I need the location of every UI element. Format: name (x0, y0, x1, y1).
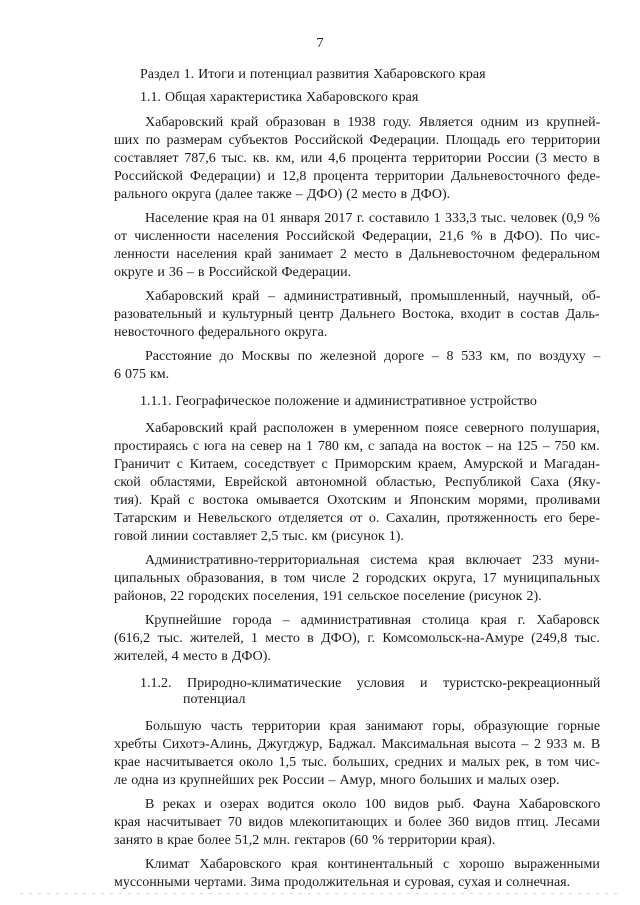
page-number: 7 (316, 36, 324, 51)
paragraph-line: края насчитывает 70 видов млекопитающих и более 360 видов птиц. Лесами (114, 815, 601, 830)
paragraph-line: тия). Край с востока омывается Охотским и Японским морями, проливами (114, 493, 601, 508)
paragraph-line: простираясь с юга на север на 1 780 км, с запада на восток – на 125 – 750 км. (114, 439, 600, 454)
paragraph-line: ленности населения край занимает 2 место в Дальневосточном федеральном (114, 247, 600, 262)
paragraph-line: районов, 22 городских поселения, 191 сельское поселение (рисунок 2). (114, 589, 542, 604)
paragraph-line: В реках и озерах водится около 100 видов рыб. Фауна Хабаровского (145, 797, 601, 812)
paragraph-line: ципальных образования, в том числе 2 городских округа, 17 муниципальных (114, 571, 601, 586)
paragraph-line: 6 075 км. (114, 367, 170, 382)
paragraph-line: (616,2 тыс. жителей, 1 место в ДФО), г. Комсомольск-на-Амуре (249,8 тыс. (114, 631, 600, 646)
paragraph-line: Климат Хабаровского края континентальный с хорошо выраженными (145, 857, 600, 872)
paragraph-line: округе и 36 – в Российской Федерации. (114, 265, 352, 280)
paragraph-line: Население края на 01 января 2017 г. составило 1 333,3 тыс. человек (0,9 % (145, 211, 600, 226)
paragraph-line: Расстояние до Москвы по железной дороге – 8 533 км, по воздуху – (145, 349, 601, 364)
paragraph-line: рального округа (далее также – ДФО) (2 место в ДФО). (114, 187, 451, 202)
paragraph-line: муссонными чертами. Зима продолжительная и суровая, сухая и солнечная. (114, 875, 571, 890)
subsection-heading: 1.1.1. Географическое положение и административное устройство (140, 394, 537, 409)
paragraph-line: жителей, 4 место в ДФО). (114, 649, 271, 664)
paragraph-line: Хабаровский край образован в 1938 году. Является одним из крупней- (145, 115, 601, 130)
paragraph-line: от численности населения Российской Федерации, 21,6 % в ДФО). По чис- (114, 229, 600, 244)
paragraph-line: крае насчитывается около 1,5 тыс. больших, средних и малых рек, в том чис- (114, 755, 600, 770)
subsection-heading: 1.1. Общая характеристика Хабаровского края (140, 90, 419, 105)
paragraph-line: Большую часть территории края занимают горы, образующие горные (145, 719, 601, 734)
paragraph-line: ших по размерам субъектов Российской Федерации. Площадь его территории (114, 133, 601, 148)
paragraph-line: Граничит с Китаем, соседствует с Приморским краем, Амурской и Магадан- (114, 457, 600, 472)
subsection-heading: 1.1.2. Природно-климатические условия и туристско-рекреационный (140, 676, 601, 691)
paragraph-line: хребты Сихотэ-Алинь, Джугджур, Баджал. Максимальная высота – 2 933 м. В (114, 737, 601, 752)
paragraph-line: Хабаровский край расположен в умеренном поясе северного полушария, (145, 421, 600, 436)
subsection-heading: потенциал (183, 692, 246, 707)
paragraph-line: ской областями, Еврейской автономной областью, Республикой Саха (Яку- (114, 475, 601, 490)
paragraph-line: Крупнейшие города – административная столица края г. Хабаровск (145, 613, 600, 628)
paragraph-line: говой линии составляет 2,5 тыс. км (рисунок 1). (114, 529, 404, 544)
paragraph-line: ле одна из крупнейших рек России – Амур, много больших и малых озер. (114, 773, 560, 788)
paragraph-line: составляет 787,6 тыс. кв. км, или 4,6 процента территории России (3 место в (114, 151, 600, 166)
paragraph-line: Хабаровский край – административный, промышленный, научный, об- (145, 289, 601, 304)
paragraph-line: невосточного федерального округа. (114, 325, 328, 340)
paragraph-line: Административно-территориальная система края включает 233 муни- (145, 553, 600, 568)
paragraph-line: занято в крае более 51,2 млн. гектаров (60 % территории края). (114, 833, 496, 848)
section-heading: Раздел 1. Итоги и потенциал развития Хабаровского края (140, 67, 486, 82)
scan-artifact-line (20, 893, 620, 894)
paragraph-line: Татарским и Невельского отделяется от о. Сахалин, протяженность его бере- (114, 511, 600, 526)
paragraph-line: Российской Федерации) и 12,8 процента территории Дальневосточного феде- (114, 169, 601, 184)
paragraph-line: разовательный и культурный центр Дальнего Востока, входит в состав Даль- (114, 307, 600, 322)
